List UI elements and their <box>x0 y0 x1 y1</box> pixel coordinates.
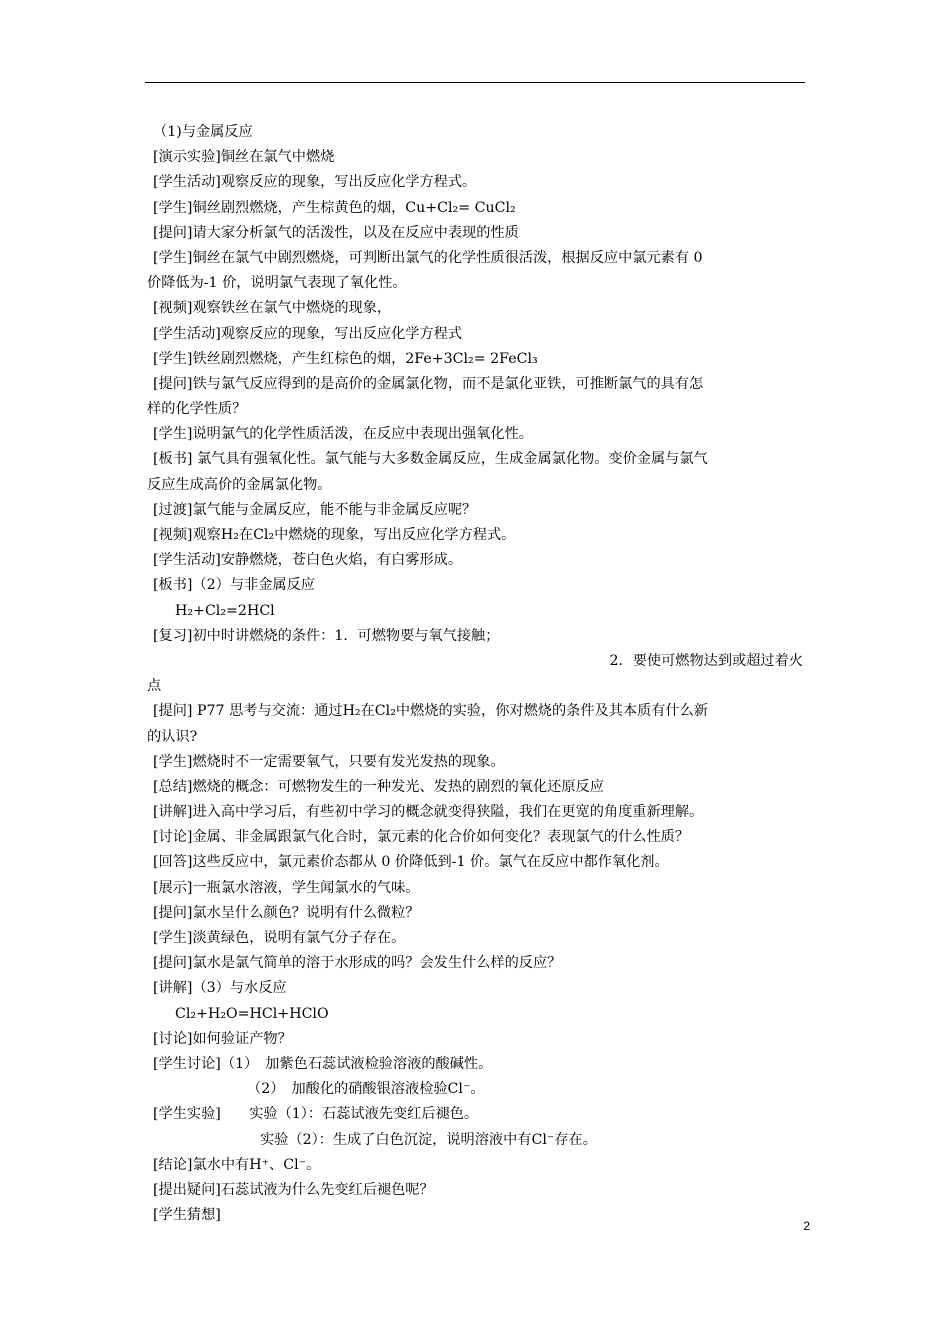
text-line: 点 <box>147 678 162 695</box>
text-line: [学生活动]观察反应的现象，写出反应化学方程式。 <box>153 174 477 191</box>
text-line: [学生实验] 实验（1）：石蕊试液先变红后褪色。 <box>153 1106 479 1123</box>
text-line: [提问]氯水呈什么颜色？说明有什么微粒？ <box>153 904 420 921</box>
text-line: 实验（2）：生成了白色沉淀，说明溶液中有Cl⁻存在。 <box>260 1131 597 1148</box>
text-line: [视频]观察铁丝在氯气中燃烧的现象， <box>153 300 392 317</box>
text-line: [提问] P77 思考与交流：通过H₂在Cl₂中燃烧的实验，你对燃烧的条件及其本质有什么新 <box>153 703 709 720</box>
header-rule <box>145 82 805 83</box>
text-line: [板书] 氯气具有强氧化性。氯气能与大多数金属反应，生成金属氯化物。变价金属与氯气 <box>153 451 708 468</box>
text-line: [提问]请大家分析氯气的活泼性，以及在反应中表现的性质 <box>153 224 519 241</box>
text-line: [学生]说明氯气的化学性质活泼，在反应中表现出强氧化性。 <box>153 426 533 443</box>
text-line: [学生活动]安静燃烧，苍白色火焰，有白雾形成。 <box>153 552 463 569</box>
text-line: [总结]燃烧的概念：可燃物发生的一种发光、发热的剧烈的氧化还原反应 <box>153 778 604 795</box>
text-line: 的认识? <box>147 728 198 745</box>
text-line: [学生]燃烧时不一定需要氧气，只要有发光发热的现象。 <box>153 753 505 770</box>
text-line: [提问]铁与氯气反应得到的是高价的金属氯化物，而不是氯化亚铁，可推断氯气的具有怎 <box>153 375 704 392</box>
text-line: [结论]氯水中有H⁺、Cl⁻。 <box>153 1156 321 1173</box>
text-line: [讨论]如何验证产物？ <box>153 1030 292 1047</box>
text-line: [演示实验]铜丝在氯气中燃烧 <box>153 149 335 166</box>
text-line: [学生猜想] <box>153 1207 221 1224</box>
text-line: [过渡]氯气能与金属反应，能不能与非金属反应呢？ <box>153 501 477 518</box>
text-line: [学生]铁丝剧烈燃烧，产生红棕色的烟，2Fe+3Cl₂= 2FeCl₃ <box>153 350 538 367</box>
text-line: （1)与金属反应 <box>153 124 253 140</box>
text-line: 价降低为-1 价，说明氯气表现了氧化性。 <box>147 275 407 292</box>
text-line: [学生活动]观察反应的现象，写出反应化学方程式 <box>153 325 463 342</box>
text-line: 反应生成高价的金属氯化物。 <box>147 476 332 493</box>
page-number: 2 <box>803 1219 810 1233</box>
text-line: [讲解]（3）与水反应 <box>153 980 287 997</box>
text-line: [板书]（2）与非金属反应 <box>153 577 315 594</box>
document-body <box>147 120 809 1228</box>
text-line: [复习]初中时讲燃烧的条件：1．可燃物要与氧气接触； <box>153 627 500 644</box>
text-line: [讲解]进入高中学习后，有些初中学习的概念就变得狭隘，我们在更宽的角度重新理解。 <box>153 804 704 821</box>
text-line: [学生]铜丝剧烈燃烧，产生棕黄色的烟，Cu+Cl₂= CuCl₂ <box>153 199 516 216</box>
text-line: （2） 加酸化的硝酸银溶液检验Cl⁻。 <box>247 1081 485 1098</box>
text-line: [展示]一瓶氯水溶液，学生闻氯水的气味。 <box>153 879 420 896</box>
text-line: [学生]铜丝在氯气中剧烈燃烧，可判断出氯气的化学性质很活泼，根据反应中氯元素有 0 <box>153 249 703 266</box>
text-line: [提问]氯水是氯气简单的溶于水形成的吗？会发生什么样的反应？ <box>153 955 562 972</box>
text-line: [提出疑问]石蕊试液为什么先变红后褪色呢？ <box>153 1181 434 1198</box>
text-line: [讨论]金属、非金属跟氯气化合时，氯元素的化合价如何变化？表现氯气的什么性质？ <box>153 829 690 846</box>
text-line: [回答]这些反应中，氯元素价态都从 0 价降低到-1 价。氯气在反应中都作氧化剂。 <box>153 854 669 871</box>
text-line: [视频]观察H₂在Cl₂中燃烧的现象，写出反应化学方程式。 <box>153 527 516 543</box>
equation-line: H₂+Cl₂=2HCl <box>175 602 275 619</box>
equation-line: Cl₂+H₂O=HCl+HClO <box>175 1005 329 1022</box>
text-line: 样的化学性质？ <box>147 401 247 418</box>
text-line: [学生讨论]（1） 加紫色石蕊试液检验溶液的酸碱性。 <box>153 1055 493 1072</box>
text-line: [学生]淡黄绿色，说明有氯气分子存在。 <box>153 930 406 946</box>
text-line: 2．要使可燃物达到或超过着火 <box>609 652 803 669</box>
